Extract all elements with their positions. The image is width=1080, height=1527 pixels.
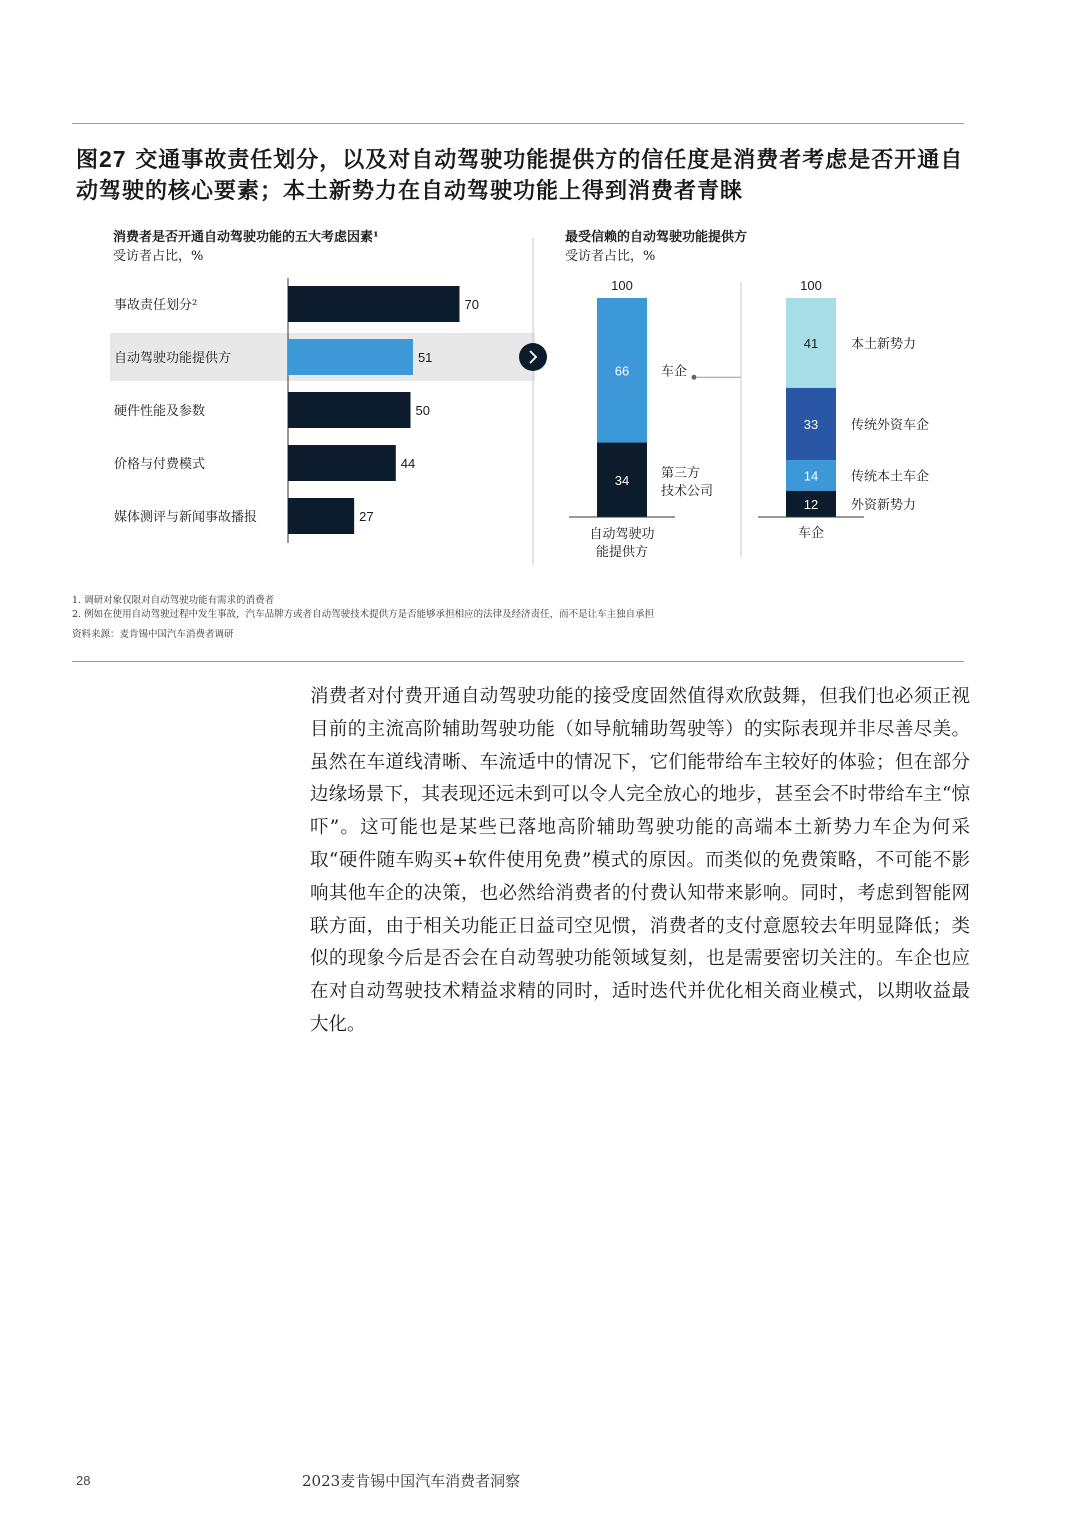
stack-category-label: 能提供方 [595,545,649,560]
stack-category-label: 车企 [797,526,825,541]
segment-value-label: 34 [614,472,630,488]
connector-dot [692,375,697,380]
segment-value-label: 66 [614,363,630,379]
left-panel-title: 消费者是否开通自动驾驶功能的五大考虑因素¹ [113,230,379,245]
right-panel-title: 最受信赖的自动驾驶功能提供方 [565,230,748,245]
arrow-circle-icon [519,343,547,371]
stack-category-label: 自动驾驶功 [589,527,655,542]
footnote-1: 1. 调研对象仅限对自动驾驶功能有需求的消费者 [72,595,275,606]
category-label: 媒体测评与新闻事故播报 [114,510,258,525]
figure-label: 图 [76,147,100,173]
data-label: 70 [464,297,479,312]
bar [288,498,354,534]
segment-name-label: 外资新势力 [851,497,917,513]
category-label: 价格与付费模式 [114,457,206,472]
data-label: 50 [415,403,430,418]
bar [288,445,396,481]
total-label: 100 [611,278,633,293]
segment-value-label: 12 [803,496,819,512]
bar [288,339,413,375]
category-label: 事故责任划分² [114,298,198,313]
segment-value-label: 41 [803,335,819,351]
segment-name-label: 第三方 [661,465,701,481]
footnote-2: 2. 例如在使用自动驾驶过程中发生事故，汽车品牌方或者自动驾驶技术提供方是否能够承担相应的法律及经济责任，而不是让车主独自承担 [72,609,655,620]
total-label: 100 [800,278,822,293]
body-paragraph-text: 消费者对付费开通自动驾驶功能的接受度固然值得欢欣鼓舞，但我们也必须正视目前的主流高阶辅助驾驶功能（如导航辅助驾驶等）的实际表现并非尽善尽美。虽然在车道线清晰、车流适中的情况下，它们能带给车主较好的体验；但在部分边缘场景下，其表现还远未到可以令人完全放心的地步，甚至会不时带给车主“惊吓”。这可能也是某些已落地高阶辅助驾驶功能的高端本土新势力车企为何采取“硬件随车购买+软件使用免费”模式的原因。而类似的免费策略，不可能不影响其他车企的决策，也必然给消费者的付费认知带来影响。同时，考虑到智能网联方面，由于相关功能正日益司空见惯，消费者的支付意愿较去年明显降低；类似的现象今后是否会在自动驾驶功能领域复刻，也是需要密切关注的。车企也应在对自动驾驶技术精益求精的同时，适时迭代并优化相关商业模式，以期收益最大化。 [310,686,970,1035]
segment-name-label: 传统本土车企 [851,469,930,485]
figure-chart [0,0,1080,600]
segment-name-label: 车企 [661,364,688,380]
figure-title-text: 交通事故责任划分，以及对自动驾驶功能提供方的信任度是消费者考虑是否开通自动驾驶的核心要素；本土新势力在自动驾驶功能上得到消费者青睐 [76,147,964,204]
segment-name-label: 本土新势力 [851,336,917,352]
data-label: 44 [400,456,416,471]
segment-name-label: 技术公司 [661,483,714,499]
running-title: 2023麦肯锡中国汽车消费者洞察 [302,1472,521,1490]
category-label: 硬件性能及参数 [114,404,206,419]
data-label: 27 [359,509,374,524]
page-number: 28 [76,1473,91,1488]
segment-value-label: 33 [803,416,819,432]
bottom-rule [72,661,964,662]
segment-name-label: 传统外资车企 [851,417,930,433]
figure-number: 27 [99,146,127,172]
data-label: 51 [417,350,433,365]
segment-value-label: 14 [803,468,819,484]
body-paragraph [310,681,970,1042]
left-panel-subtitle: 受访者占比，% [113,249,204,264]
bar [288,286,460,322]
source-note: 资料来源：麦肯锡中国汽车消费者调研 [72,629,234,640]
right-panel-subtitle: 受访者占比，% [565,249,656,264]
bar [288,392,411,428]
category-label: 自动驾驶功能提供方 [114,351,232,366]
